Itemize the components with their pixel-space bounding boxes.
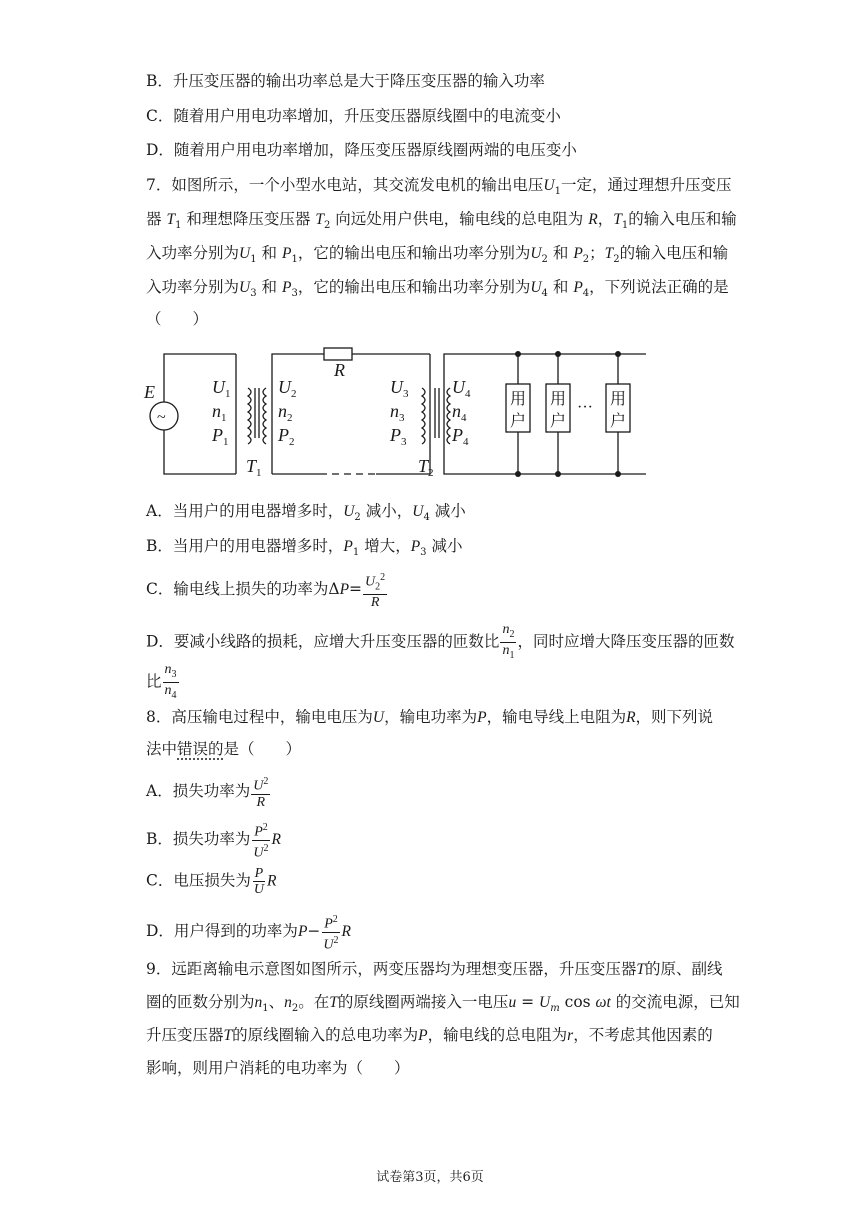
q9-stem-line3: 升压变压器T的原线圈输入的总电功率为P，输电线的总电阻为r，不考虑其他因素的 bbox=[146, 1026, 713, 1044]
q7-stem-line1: 7．如图所示，一个小型水电站，其交流发电机的输出电压$U_1$一定，通过理想升压变压 bbox=[146, 176, 732, 198]
svg-text:P3: $P_3$ bbox=[390, 425, 407, 448]
svg-text:T1: $T_1$ bbox=[246, 456, 262, 478]
svg-text:户: 户 bbox=[610, 413, 627, 430]
q7-option-c: C．输电线上损失的功率为ΔP= $\frac{U_2^2}{R}$ bbox=[146, 572, 386, 611]
svg-text:P4: $P_4$ bbox=[452, 425, 469, 448]
svg-text:户: 户 bbox=[550, 413, 567, 430]
q8-option-c: C．电压损失为 $\frac{P}{U}$ R bbox=[146, 866, 277, 897]
svg-text:n2: $n_2$ bbox=[278, 401, 293, 424]
svg-text:用: 用 bbox=[550, 391, 567, 408]
q7-answer-paren: （ ） bbox=[146, 310, 209, 328]
q7-stem-line2: 器 $T_1$ 和理想降压变压器 $T_2$ 向远处用户供电，输电线的总电阻为 R，$T_1$的输入电压和输 bbox=[146, 210, 737, 232]
q7-stem-line4: 入功率分别为$U_3$ 和 $P_3$，它的输出电压和输出功率分别为$U_4$ 和 $P_4$，下列说法正确的是 bbox=[146, 278, 729, 300]
q8-option-a: A．损失功率为 $\frac{U^2}{R}$ bbox=[146, 776, 269, 810]
q6-option-d: D．随着用户用电功率增加，降压变压器原线圈两端的电压变小 bbox=[146, 141, 577, 159]
q8-option-b: B．损失功率为 $\frac{P^2}{U^2}$ R bbox=[146, 822, 281, 861]
svg-text:···: ··· bbox=[577, 399, 593, 416]
svg-text:T2: $T_2$ bbox=[418, 456, 434, 478]
q6-option-b: B．升压变压器的输出功率总是大于降压变压器的输入功率 bbox=[146, 72, 545, 90]
page-footer: 试卷第3页，共6页 bbox=[376, 1170, 484, 1185]
svg-text:n4: $n_4$ bbox=[452, 401, 467, 424]
svg-text:U4: $U_4$ bbox=[452, 377, 471, 400]
svg-text:U1: $U_1$ bbox=[212, 377, 231, 400]
emf-label: E bbox=[144, 382, 155, 402]
svg-text:用: 用 bbox=[510, 391, 527, 408]
q6-option-c: C．随着用户用电功率增加，升压变压器原线圈中的电流变小 bbox=[146, 107, 561, 125]
svg-text:用: 用 bbox=[610, 391, 627, 408]
q7-circuit-diagram bbox=[140, 338, 660, 478]
resistor-label: R bbox=[334, 360, 345, 380]
svg-text:户: 户 bbox=[510, 413, 527, 430]
q8-stem-line2: 法中错误的是（ ） bbox=[146, 740, 302, 758]
q8-stem-line1: 8．高压输电过程中，输电电压为U，输电功率为P，输电导线上电阻为R，则下列说 bbox=[146, 708, 714, 726]
q8-option-d: D．用户得到的功率为P− $\frac{P^2}{U^2}$ R bbox=[146, 914, 351, 953]
q9-stem-line4: 影响，则用户消耗的电功率为（ ） bbox=[146, 1059, 410, 1077]
q9-stem-line1: 9．远距离输电示意图如图所示，两变压器均为理想变压器，升压变压器T的原、副线 bbox=[146, 960, 723, 978]
q7-option-b: B．当用户的用电器增多时，$P_1$ 增大，$P_3$ 减小 bbox=[146, 537, 463, 559]
svg-text:n1: $n_1$ bbox=[212, 401, 227, 424]
q7-option-d: D．要减小线路的损耗，应增大升压变压器的匝数比 $\frac{n_2}{n_1}$ ，同时应增大降压变压器的匝数 bbox=[146, 622, 735, 661]
q7-option-d-cont: 比 $\frac{n_3}{n_4}$ bbox=[146, 662, 177, 701]
q9-stem-line2: 圈的匝数分别为$n_1$、$n_2$。在T的原线圈两端接入一电压$u = U_m$ cos ωt 的交流电源，已知 bbox=[146, 993, 740, 1015]
svg-text:P2: $P_2$ bbox=[278, 425, 295, 448]
q7-stem-line3: 入功率分别为$U_1$ 和 $P_1$，它的输出电压和输出功率分别为$U_2$ 和 $P_2$；$T_2$的输入电压和输 bbox=[146, 244, 729, 266]
svg-text:U3: $U_3$ bbox=[390, 377, 409, 400]
q7-option-a: A．当用户的用电器增多时，$U_2$ 减小，$U_4$ 减小 bbox=[146, 502, 466, 524]
svg-text:n3: $n_3$ bbox=[390, 401, 405, 424]
svg-text:U2: $U_2$ bbox=[278, 377, 297, 400]
svg-text:P1: $P_1$ bbox=[212, 425, 229, 448]
ac-source-icon: ~ bbox=[157, 409, 166, 426]
emphasis-dots: 错误的 bbox=[177, 740, 224, 758]
